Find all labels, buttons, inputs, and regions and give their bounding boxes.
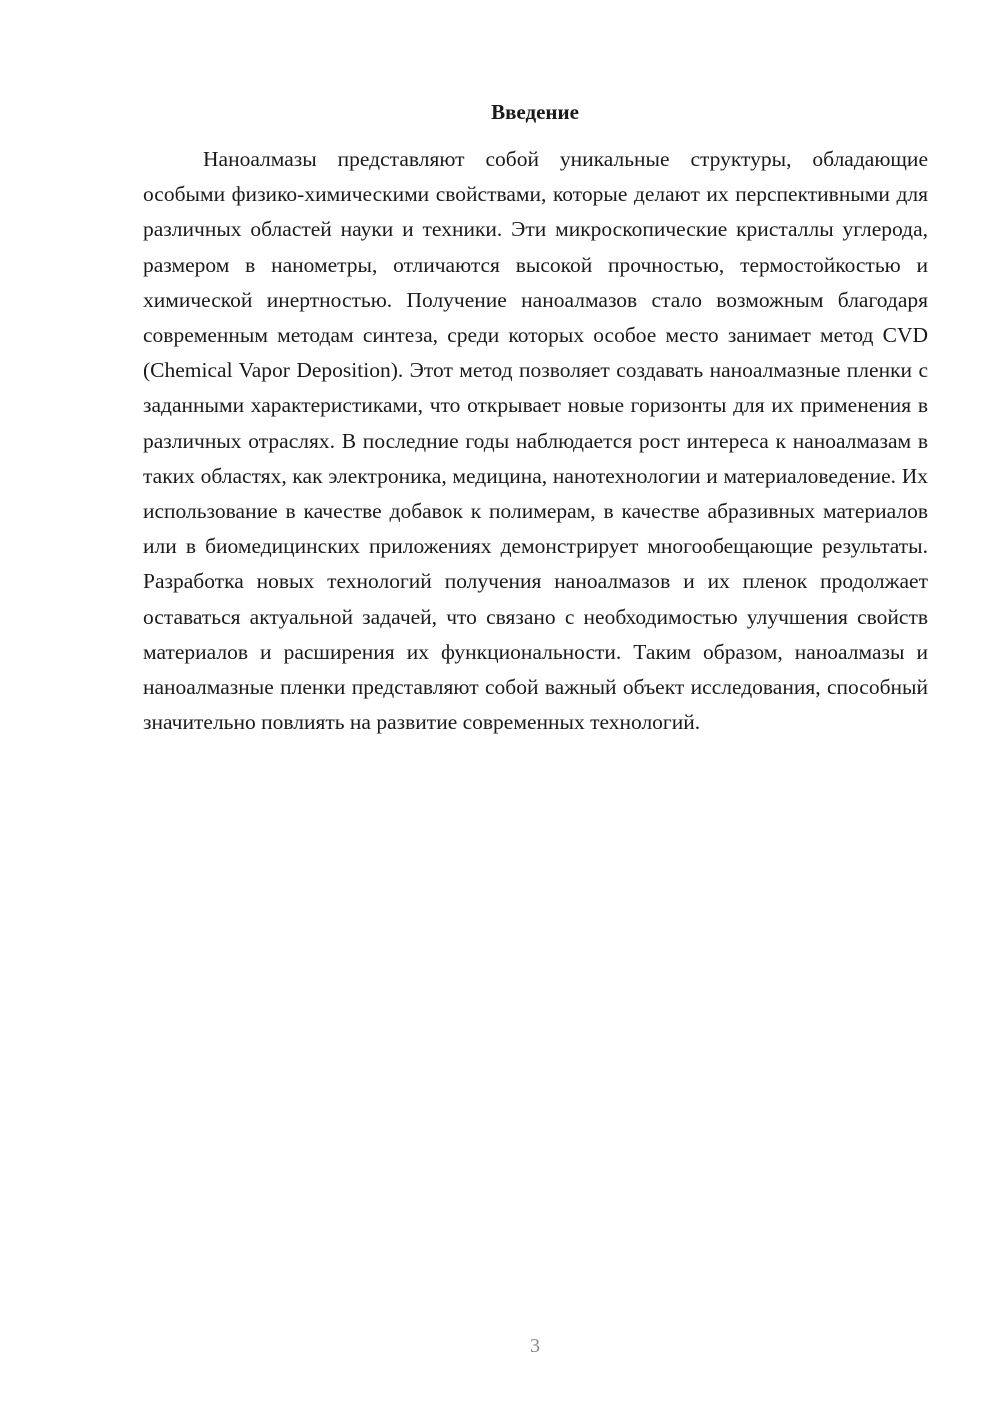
section-heading: Введение xyxy=(491,100,579,124)
body-paragraph: Наноалмазы представляют собой уникальные структуры, обладающие особыми физико-химическими свойствами, которые делают их перспективными для различных областей науки и техники. Эти микроскопические кристаллы углерода, размером в нанометры, отличаются высокой прочностью, термостойкостью и химической инертностью. Получение наноалмазов стало возможным благодаря современным методам синтеза, среди которых особое место занимает метод CVD (Chemical Vapor Deposition). Этот метод позволяет создавать наноалмазные пленки с заданными характеристиками, что открывает новые горизонты для их применения в различных отраслях. В последние годы наблюдается рост интереса к наноалмазам в таких областях, как электроника, медицина, нанотехнологии и материаловедение. Их использование в качестве добавок к полимерам, в качестве абразивных материалов или в биомедицинских приложениях демонстрирует многообещающие результаты. Разработка новых технологий получения наноалмазов и их пленок продолжает оставаться актуальной задачей, что связано с необходимостью улучшения свойств материалов и расширения их функциональности. Таким образом, наноалмазы и наноалмазные пленки представляют собой важный объект исследования, способный значительно повлиять на развитие современных технологий. xyxy=(143,147,928,735)
page-number: 3 xyxy=(530,1335,540,1357)
